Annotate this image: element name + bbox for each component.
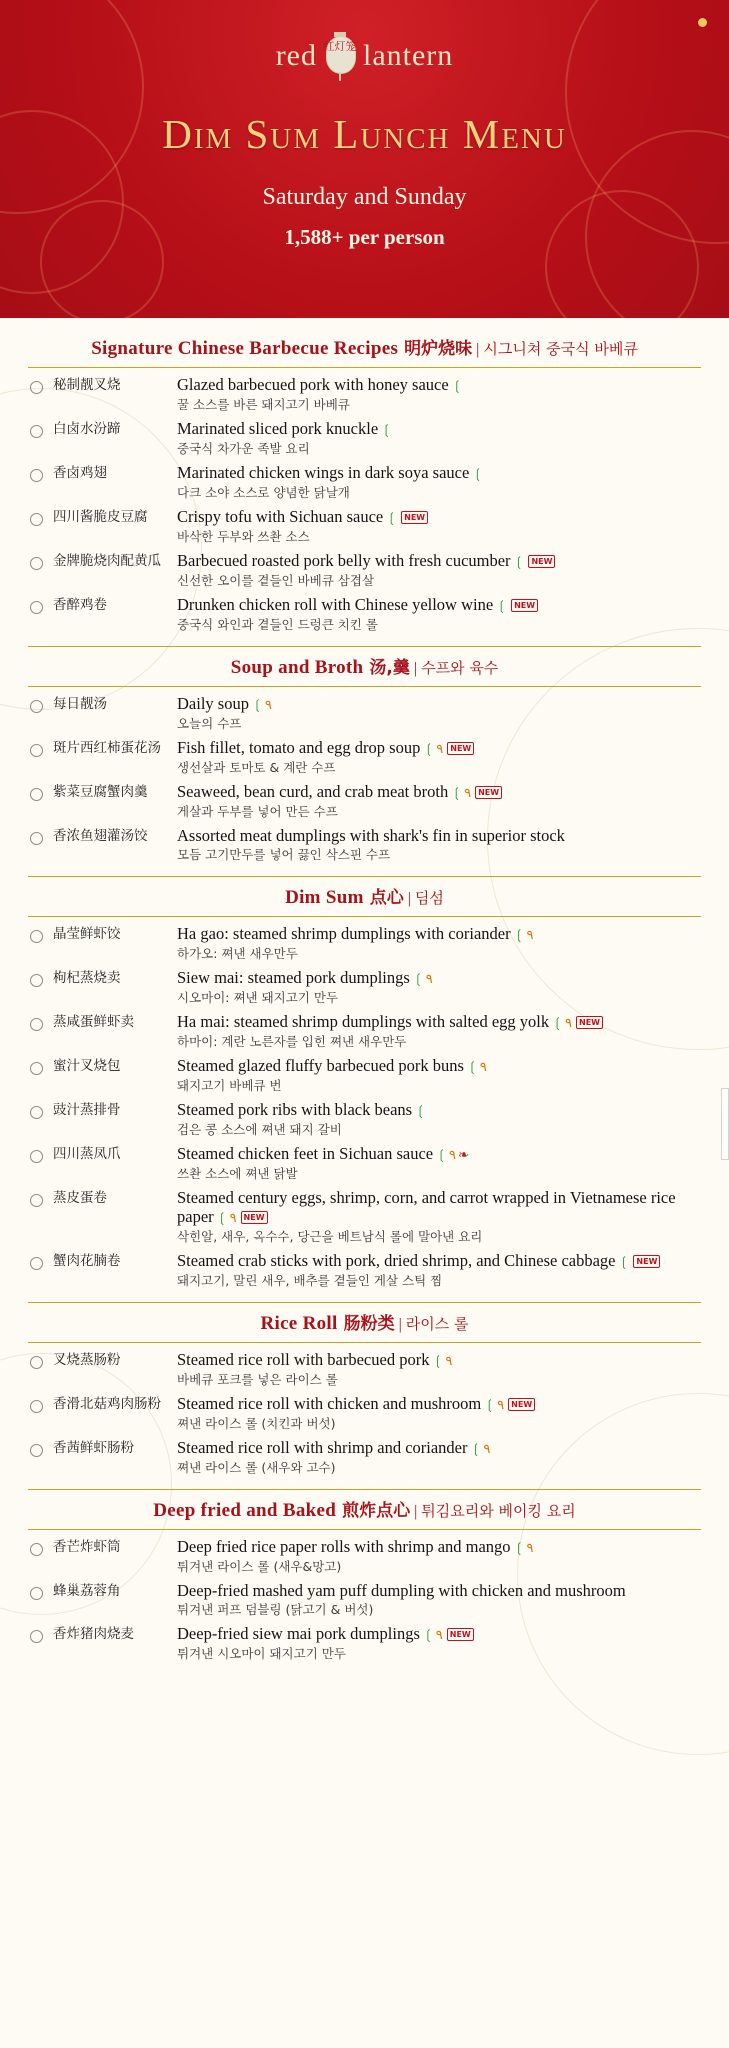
menu-item-desc-en (177, 1438, 701, 1458)
menu-item-desc-en (177, 375, 701, 395)
menu-item-description (171, 1624, 701, 1662)
menu-item-tags (549, 1012, 603, 1031)
menu-section (28, 646, 701, 866)
menu-item-desc-kr: 오늘의 수프 (177, 716, 242, 731)
menu-item-description (171, 694, 701, 732)
menu-item-tags (433, 1144, 469, 1163)
leaf-icon: ❲ (472, 466, 484, 481)
menu-item-desc-kr: 삭힌알, 새우, 옥수수, 당근을 베트남식 롤에 말아낸 요리 (177, 1229, 483, 1244)
menu-item-tags (429, 1350, 452, 1369)
menu-item-name-cn: 香醉鸡卷 (53, 597, 107, 613)
menu-item-tags (378, 419, 392, 438)
menu-item-desc-en (177, 551, 701, 571)
menu-item[interactable] (28, 1097, 701, 1141)
brand-name-left: red (275, 39, 317, 72)
menu-header (0, 0, 729, 318)
menu-item-desc-en-text: Seaweed, bean curd, and crab meat broth (177, 782, 449, 801)
section-title-cn: 煎炸点心 (342, 1501, 411, 1521)
page-title: Dim Sum Lunch Menu (162, 111, 567, 157)
menu-item-description (171, 1012, 701, 1050)
menu-item-desc-en-text: Glazed barbecued pork with honey sauce (177, 375, 449, 394)
chili-icon: ٩ (497, 1397, 505, 1412)
menu-item-desc-kr: 게살과 두부를 넣어 만든 수프 (177, 804, 338, 819)
menu-item-desc-en-text: Steamed glazed fluffy barbecued pork buns (177, 1056, 464, 1075)
brand-name-right: lantern (363, 39, 454, 72)
select-circle-icon[interactable] (30, 832, 43, 845)
menu-item-description (171, 419, 701, 457)
select-circle-icon[interactable] (30, 700, 43, 713)
menu-item[interactable] (28, 735, 701, 779)
menu-item-name-cn: 香滑北菇鸡肉肠粉 (53, 1396, 161, 1412)
leaf-icon: ❲ (415, 1103, 426, 1118)
section-header (28, 1489, 701, 1530)
menu-item-name-cn: 秘制靓叉烧 (53, 377, 121, 393)
menu-item[interactable] (28, 921, 701, 965)
leaf-icon: ❲ (216, 1210, 228, 1225)
leaf-icon: ❲ (436, 1147, 448, 1162)
menu-item-desc-en (177, 782, 701, 802)
menu-item[interactable] (28, 1248, 701, 1292)
menu-item-name-cn: 白卤水汾蹄 (53, 421, 121, 437)
leaf-icon: ❲ (432, 1353, 444, 1368)
leaf-icon: ❲ (251, 697, 263, 712)
menu-item-desc-en-text: Crispy tofu with Sichuan sauce (177, 507, 384, 526)
menu-item[interactable] (28, 460, 701, 504)
scrollbar-thumb[interactable] (721, 1088, 729, 1160)
menu-item-desc-kr: 바베큐 포크를 넣은 라이스 롤 (177, 1372, 338, 1387)
section-title-separator: | (476, 341, 480, 358)
chili-icon: ٩ (479, 1059, 487, 1074)
menu-item-desc-en (177, 1056, 701, 1076)
menu-item-desc-kr: 생선살과 토마토 & 계란 수프 (177, 760, 336, 775)
chili-icon: ٩ (526, 1540, 534, 1555)
select-circle-icon[interactable] (30, 1543, 43, 1556)
menu-item-description (171, 463, 701, 501)
menu-item-name-cn: 晶莹鲜虾饺 (53, 926, 121, 942)
menu-item-tags (449, 375, 463, 394)
section-title-cn: 明炉烧味 (404, 339, 473, 359)
menu-item-name-cn: 蒸皮蛋卷 (53, 1190, 107, 1206)
menu-item-name-cn: 蟹肉花腩卷 (53, 1253, 121, 1269)
menu-item-name-cn: 金牌脆烧肉配黄瓜 (53, 553, 161, 569)
menu-item-description (171, 968, 701, 1006)
menu-section (28, 1489, 701, 1665)
menu-item-name-cn: 四川蒸凤爪 (53, 1146, 121, 1162)
section-title-cn: 汤,羹 (369, 658, 410, 678)
menu-item-desc-en-text: Steamed pork ribs with black beans (177, 1100, 413, 1119)
chili-icon: ٩ (229, 1210, 237, 1225)
select-circle-icon[interactable] (30, 1587, 43, 1600)
chili-icon: ٩ (483, 1441, 491, 1456)
menu-item-desc-en (177, 826, 701, 845)
brand-logo (0, 0, 729, 92)
select-circle-icon[interactable] (30, 469, 43, 482)
menu-item[interactable] (28, 823, 701, 866)
select-circle-icon[interactable] (30, 1150, 43, 1163)
leaf-icon: ❲ (451, 785, 463, 800)
chili-icon: ٩ (464, 785, 472, 800)
menu-item-desc-en (177, 1251, 701, 1271)
leaf-icon: ❲ (381, 422, 393, 437)
menu-item-desc-en-text: Siew mai: steamed pork dumplings (177, 968, 410, 987)
menu-item-desc-en-text: Steamed chicken feet in Sichuan sauce (177, 1144, 434, 1163)
menu-item-desc-en (177, 507, 701, 527)
leaf-icon: ❲ (618, 1254, 630, 1269)
menu-item-list (28, 921, 701, 1292)
section-title-en: Soup and Broth (230, 657, 364, 678)
menu-item-tags (420, 738, 474, 757)
menu-item-desc-en (177, 595, 701, 615)
menu-item-tags (481, 1394, 535, 1413)
menu-item-tags (214, 1207, 268, 1226)
section-title-separator: | (407, 890, 411, 907)
chili-icon: ٩ (445, 1353, 453, 1368)
leaf-icon: ❲ (451, 378, 463, 393)
menu-item-desc-en (177, 1394, 701, 1414)
menu-item[interactable] (28, 1534, 701, 1578)
menu-item-desc-kr: 돼지고기, 말린 새우, 배추를 곁들인 게살 스틱 찜 (177, 1273, 443, 1288)
chili-icon: ٩ (565, 1015, 573, 1030)
leaf-icon: ❲ (496, 598, 508, 613)
menu-item-tags (511, 1537, 534, 1556)
menu-item-description (171, 595, 701, 633)
menu-item-desc-en-text: Deep-fried siew mai pork dumplings (177, 1624, 420, 1643)
select-circle-icon[interactable] (30, 425, 43, 438)
section-header (28, 876, 701, 917)
menu-item-desc-en (177, 1537, 701, 1557)
menu-item-desc-en-text: Steamed crab sticks with pork, dried shrimp, and Chinese cabbage (177, 1251, 616, 1270)
menu-item-tags (468, 1438, 491, 1457)
menu-item-desc-kr: 돼지고기 바베큐 번 (177, 1078, 282, 1093)
menu-item-name-cn: 香卤鸡翅 (53, 465, 107, 481)
menu-item-desc-kr: 중국식 와인과 곁들인 드렁큰 치킨 롤 (177, 617, 378, 632)
menu-item-desc-en-text: Marinated sliced pork knuckle (177, 419, 379, 438)
menu-item-desc-kr: 시오마이: 쪄낸 돼지고기 만두 (177, 990, 339, 1005)
chili-icon: ٩ (264, 697, 272, 712)
menu-item-tags (616, 1251, 661, 1270)
section-title-separator: | (414, 1503, 418, 1520)
section-title-cn: 肠粉类 (343, 1314, 395, 1334)
menu-item-desc-en (177, 463, 701, 483)
select-circle-icon[interactable] (30, 557, 43, 570)
menu-item-desc-en-text: Daily soup (177, 694, 249, 713)
menu-item-list (28, 372, 701, 636)
menu-item-tags (410, 968, 433, 987)
menu-item[interactable] (28, 1185, 701, 1248)
section-header (28, 328, 701, 368)
menu-item[interactable] (28, 1141, 701, 1185)
leaf-icon: ❲ (422, 1627, 434, 1642)
menu-item-name-cn: 叉烧蒸肠粉 (53, 1352, 121, 1368)
leaf-icon: ❲ (513, 554, 525, 569)
menu-item-desc-en (177, 1100, 701, 1120)
select-circle-icon[interactable] (30, 1630, 43, 1643)
select-circle-icon[interactable] (30, 1062, 43, 1075)
menu-item-desc-en-text: Fish fillet, tomato and egg drop soup (177, 738, 421, 757)
menu-item-list (28, 691, 701, 866)
select-circle-icon[interactable] (30, 1194, 43, 1207)
menu-item[interactable] (28, 1347, 701, 1391)
menu-item[interactable] (28, 1578, 701, 1621)
section-title-kr: 수프와 육수 (421, 659, 499, 677)
select-circle-icon[interactable] (30, 513, 43, 526)
menu-item-description (171, 1394, 701, 1432)
section-title-kr: 시그니쳐 중국식 바베큐 (483, 340, 638, 358)
menu-item-desc-en-text: Steamed rice roll with chicken and mushroom (177, 1394, 482, 1413)
section-title-separator: | (398, 1316, 402, 1333)
menu-item[interactable] (28, 1621, 701, 1665)
chili-icon: ٩ (435, 1627, 443, 1642)
leaf-icon: ❲ (386, 510, 398, 525)
menu-item-desc-en (177, 1188, 701, 1227)
menu-item-name-cn: 蜜汁叉烧包 (53, 1058, 121, 1074)
menu-item-name-cn: 香浓鱼翅灌汤饺 (53, 828, 148, 844)
menu-item[interactable] (28, 1391, 701, 1435)
menu-section (28, 328, 701, 636)
section-title-separator: | (413, 660, 418, 677)
menu-days: Saturday and Sunday (262, 184, 467, 210)
menu-item-desc-en (177, 1144, 701, 1164)
menu-item-tags (511, 551, 556, 570)
select-circle-icon[interactable] (30, 1257, 43, 1270)
menu-item-desc-en-text: Assorted meat dumplings with shark's fin in superior stock (177, 826, 565, 845)
menu-item[interactable] (28, 965, 701, 1009)
menu-item-tags (420, 1624, 474, 1643)
menu-item-desc-kr: 튀겨낸 퍼프 덤블링 (닭고기 & 버섯) (177, 1602, 374, 1617)
menu-item[interactable] (28, 592, 701, 636)
leaf-icon: ❲ (412, 971, 424, 986)
menu-item-desc-kr: 모듬 고기만두를 넣어 끓인 삭스핀 수프 (177, 847, 391, 862)
menu-item-description (171, 738, 701, 776)
section-title-kr: 라이스 롤 (405, 1315, 469, 1333)
new-badge: NEW (447, 1628, 474, 1641)
chili-icon: ٩ (436, 741, 444, 756)
section-title-cn: 点心 (369, 888, 404, 908)
chili-icon: ٩ (425, 971, 433, 986)
menu-item-desc-en-text: Deep fried rice paper rolls with shrimp and mango (177, 1537, 511, 1556)
chili-hot-icon: ❧ (458, 1147, 469, 1162)
menu-item-tags (249, 694, 272, 713)
menu-item-desc-en-text: Steamed rice roll with barbecued pork (177, 1350, 430, 1369)
menu-item-desc-en-text: Drunken chicken roll with Chinese yellow wine (177, 595, 494, 614)
new-badge: NEW (576, 1016, 603, 1029)
leaf-icon: ❲ (466, 1059, 478, 1074)
select-circle-icon[interactable] (30, 1106, 43, 1119)
new-badge: NEW (447, 742, 474, 755)
menu-item-name-cn: 蜂巢荔蓉角 (53, 1583, 121, 1599)
chili-icon: ٩ (449, 1147, 456, 1162)
menu-item[interactable] (28, 548, 701, 592)
menu-item-tags (493, 595, 538, 614)
lantern-icon (323, 30, 357, 82)
menu-item-desc-kr: 신선한 오이를 곁들인 바베큐 삼겹살 (177, 573, 375, 588)
menu-item-desc-kr: 다크 소야 소스로 양념한 닭날개 (177, 485, 350, 500)
menu-item[interactable] (28, 1435, 701, 1479)
section-title-en: Signature Chinese Barbecue Recipes (91, 338, 399, 359)
select-circle-icon[interactable] (30, 381, 43, 394)
section-header (28, 1302, 701, 1343)
leaf-icon: ❲ (513, 1540, 525, 1555)
menu-item-desc-kr: 바삭한 두부와 쓰촨 소스 (177, 529, 310, 544)
select-circle-icon[interactable] (30, 744, 43, 757)
menu-item-desc-en (177, 738, 701, 758)
menu-price: 1,588+ per person (284, 225, 445, 249)
section-title-en: Dim Sum (285, 887, 364, 908)
menu-item-desc-kr: 중국식 차가운 족발 요리 (177, 441, 310, 456)
select-circle-icon[interactable] (30, 1400, 43, 1413)
menu-item-tags (383, 507, 428, 526)
new-badge: NEW (475, 786, 502, 799)
menu-item-description (171, 507, 701, 545)
select-circle-icon[interactable] (30, 1444, 43, 1457)
menu-item-desc-en-text: Ha gao: steamed shrimp dumplings with coriander (177, 924, 511, 943)
menu-item-name-cn: 四川酱脆皮豆腐 (53, 509, 148, 525)
lantern-icon-text: 红灯笼 (323, 40, 357, 53)
menu-item-desc-en-text: Marinated chicken wings in dark soya sauce (177, 463, 470, 482)
menu-item-description (171, 1251, 701, 1289)
menu-item-name-cn: 蒸咸蛋鲜虾卖 (53, 1014, 134, 1030)
menu-item-desc-kr: 쪄낸 라이스 롤 (치킨과 버섯) (177, 1416, 336, 1431)
menu-item-description (171, 1537, 701, 1575)
menu-item-name-cn: 香茜鲜虾肠粉 (53, 1440, 134, 1456)
menu-item-desc-en (177, 968, 701, 988)
section-title-en: Rice Roll (260, 1313, 338, 1334)
menu-item-desc-en (177, 1581, 701, 1600)
chili-icon: ٩ (526, 927, 534, 942)
select-circle-icon[interactable] (30, 930, 43, 943)
menu-item-desc-en-text: Ha mai: steamed shrimp dumplings with salted egg yolk (177, 1012, 550, 1031)
menu-item-description (171, 924, 701, 962)
menu-item-name-cn: 香炸猪肉烧麦 (53, 1626, 134, 1642)
menu-sections (28, 328, 701, 1665)
select-circle-icon[interactable] (30, 1356, 43, 1369)
new-badge: NEW (401, 511, 428, 524)
menu-item-list (28, 1347, 701, 1479)
menu-item-description (171, 826, 701, 863)
menu-item[interactable] (28, 504, 701, 548)
menu-item-name-cn: 枸杞蒸烧卖 (53, 970, 121, 986)
menu-item-desc-en (177, 924, 701, 944)
menu-item-tags (448, 782, 502, 801)
new-badge: NEW (508, 1398, 535, 1411)
leaf-icon: ❲ (484, 1397, 496, 1412)
menu-content (0, 328, 729, 1695)
menu-item-name-cn: 紫菜豆腐蟹肉羹 (53, 784, 148, 800)
menu-item-tags (464, 1056, 487, 1075)
menu-item-description (171, 375, 701, 413)
menu-item-description (171, 782, 701, 820)
menu-item[interactable] (28, 779, 701, 823)
new-badge: NEW (511, 599, 538, 612)
menu-item-list (28, 1534, 701, 1665)
menu-item-desc-en-text: Barbecued roasted pork belly with fresh cucumber (177, 551, 511, 570)
section-title-kr: 딤섬 (414, 889, 444, 907)
menu-item-description (171, 551, 701, 589)
menu-item-description (171, 1350, 701, 1388)
menu-item-desc-en (177, 1624, 701, 1644)
menu-item-name-cn: 豉汁蒸排骨 (53, 1102, 121, 1118)
menu-item-tags (469, 463, 483, 482)
menu-item[interactable] (28, 416, 701, 460)
section-header (28, 646, 701, 687)
leaf-icon: ❲ (423, 741, 435, 756)
menu-item-desc-kr: 꿀 소스를 바른 돼지고기 바베큐 (177, 397, 350, 412)
menu-item[interactable] (28, 1053, 701, 1097)
menu-item-desc-kr: 튀겨낸 시오마이 돼지고기 만두 (177, 1646, 346, 1661)
menu-item-desc-kr: 쓰촨 소스에 쪄낸 닭발 (177, 1166, 298, 1181)
menu-section (28, 876, 701, 1292)
menu-item-desc-en (177, 1350, 701, 1370)
menu-item-desc-kr: 하마이: 계란 노른자를 입힌 쪄낸 새우만두 (177, 1034, 407, 1049)
section-title-en: Deep fried and Baked (153, 1500, 337, 1521)
menu-section (28, 1302, 701, 1479)
menu-item-desc-en-text: Deep-fried mashed yam puff dumpling with chicken and mushroom (177, 1581, 626, 1600)
menu-item-description (171, 1438, 701, 1476)
menu-item-description (171, 1144, 701, 1182)
menu-item-desc-kr: 쪄낸 라이스 롤 (새우와 고수) (177, 1460, 336, 1475)
select-circle-icon[interactable] (30, 974, 43, 987)
menu-item[interactable] (28, 691, 701, 735)
new-badge: NEW (528, 555, 555, 568)
menu-item-desc-en-text: Steamed century eggs, shrimp, corn, and carrot wrapped in Vietnamese rice paper (177, 1188, 676, 1226)
menu-item-desc-en (177, 419, 701, 439)
menu-item-description (171, 1056, 701, 1094)
menu-item-description (171, 1188, 701, 1245)
new-badge: NEW (633, 1255, 660, 1268)
leaf-icon: ❲ (552, 1015, 564, 1030)
menu-item-tags (412, 1100, 426, 1119)
section-title-kr: 튀김요리와 베이킹 요리 (421, 1502, 576, 1520)
menu-item[interactable] (28, 1009, 701, 1053)
menu-item-name-cn: 每日靓汤 (53, 696, 107, 712)
menu-item-name-cn: 香芒炸虾筒 (53, 1539, 121, 1555)
menu-item-desc-kr: 튀겨낸 라이스 롤 (새우&망고) (177, 1559, 342, 1574)
select-circle-icon[interactable] (30, 788, 43, 801)
leaf-icon: ❲ (470, 1441, 482, 1456)
menu-item-desc-en-text: Steamed rice roll with shrimp and coriander (177, 1438, 468, 1457)
select-circle-icon[interactable] (30, 1018, 43, 1031)
leaf-icon: ❲ (513, 927, 525, 942)
menu-item-desc-kr: 검은 콩 소스에 쪄낸 돼지 갈비 (177, 1122, 342, 1137)
menu-item-desc-en (177, 1012, 701, 1032)
decorative-swirl (40, 200, 164, 318)
menu-item-description (171, 1581, 701, 1618)
menu-item[interactable] (28, 372, 701, 416)
new-badge: NEW (241, 1211, 268, 1224)
menu-item-desc-en (177, 694, 701, 714)
menu-item-desc-kr: 하가오: 쪄낸 새우만두 (177, 946, 298, 961)
menu-item-tags (511, 924, 534, 943)
select-circle-icon[interactable] (30, 601, 43, 614)
menu-item-name-cn: 斑片西红柿蛋花汤 (53, 740, 161, 756)
menu-item-description (171, 1100, 701, 1138)
